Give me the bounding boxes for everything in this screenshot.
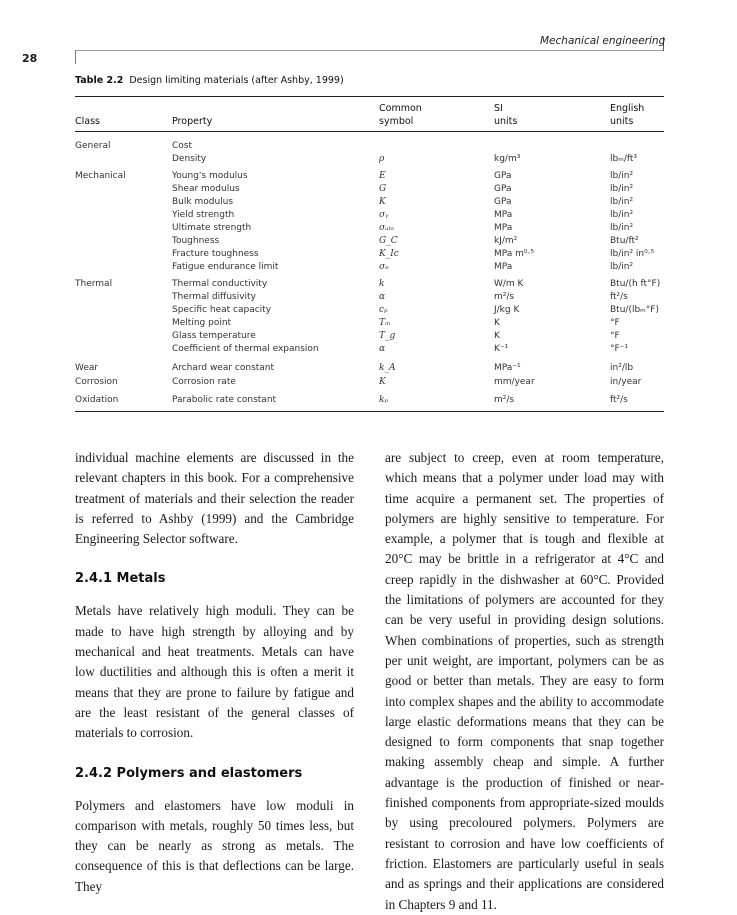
cell-property: Specific heat capacity [172, 305, 272, 315]
cell-english: °F⁻¹ [610, 344, 629, 354]
table-row [0, 170, 737, 183]
running-header-title: Mechanical engineering [540, 35, 666, 47]
header-rule [75, 50, 664, 51]
table-row [0, 261, 737, 274]
cell-si: J/kg K [494, 305, 520, 315]
table-top-rule [75, 96, 664, 97]
header-english-units [610, 102, 644, 128]
cell-si: GPa [494, 197, 512, 207]
cell-symbol: Tₘ [379, 318, 391, 328]
cell-si: MPa [494, 223, 513, 233]
cell-si: W/m K [494, 279, 524, 289]
cell-property: Melting point [172, 318, 232, 328]
section-heading-polymers: 2.4.2 Polymers and elastomers [75, 765, 303, 781]
cell-si: GPa [494, 184, 512, 194]
cell-english: lb/in² [610, 184, 634, 194]
section-heading-metals: 2.4.1 Metals [75, 571, 166, 587]
table-caption [75, 75, 344, 86]
table-bottom-rule [75, 411, 664, 412]
cell-symbol: α [379, 292, 386, 302]
cell-si: MPa m⁰·⁵ [494, 249, 535, 259]
cell-class: Mechanical [75, 171, 126, 181]
table-row [0, 291, 737, 304]
header-si-line1: SI [494, 103, 503, 114]
cell-symbol: σᵤₜₛ [379, 223, 394, 233]
cell-symbol: σₑ [379, 262, 389, 272]
cell-english: lb/in² [610, 223, 634, 233]
cell-symbol: K_Ic [379, 249, 399, 259]
cell-property: Cost [172, 141, 193, 151]
header-rule-left-tick [75, 50, 76, 64]
cell-si: m²/s [494, 395, 515, 405]
cell-symbol: E [379, 171, 386, 181]
cell-symbol: T_g [379, 331, 396, 341]
polymers-paragraph-continued: are subject to creep, even at room temperature, which means that a polymer under load may with time acquire a permanent set. The properties of polymers are highly sensitive to temperature. For example, a polymer that is tough and flexible at 20°C may be brittle in a refrigerator at 4°C and creep rapidly in the dishwasher at 60°C. Provided the limitations of polymers are accounted for they can be very useful in providing design solutions. When combinations of properties, such as strength per unit weight, are important, polymers can be as good or better than metals. They are easy to form into complex shapes and the ability to accommodate large elastic deformations means that they can be designed to form components that snap together making assembly cheap and simple. A further advantage is the production of finished or near-finished components from appropriate-sized moulds by using precoloured polymers. Polymers are resistant to corrosion and have low coefficients of friction. Elastomers are particularly useful in seals and as springs and their applications are considered in Chapters 9 and 11. [385, 450, 664, 912]
header-class: Class [75, 116, 100, 127]
cell-symbol: k [379, 279, 385, 289]
table-label: Table 2.2 [75, 75, 124, 86]
cell-english: Btu/(lbₘ°F) [610, 305, 659, 315]
table-row [0, 153, 737, 166]
header-symbol [379, 102, 422, 128]
table-row [0, 317, 737, 330]
cell-english: lb/in² [610, 262, 634, 272]
cell-property: Parabolic rate constant [172, 395, 277, 405]
cell-property: Corrosion rate [172, 377, 236, 387]
table-row [0, 248, 737, 261]
cell-symbol: ρ [379, 154, 385, 164]
cell-english: Btu/(h ft°F) [610, 279, 661, 289]
cell-english: °F [610, 318, 620, 328]
header-symbol-line2: symbol [379, 116, 414, 127]
cell-si: kJ/m² [494, 236, 518, 246]
cell-si: K⁻¹ [494, 344, 509, 354]
left-column [75, 448, 354, 897]
cell-si: MPa [494, 210, 513, 220]
cell-si: mm/year [494, 377, 535, 387]
cell-property: Toughness [172, 236, 220, 246]
cell-property: Coefficient of thermal expansion [172, 344, 319, 354]
cell-property: Young's modulus [172, 171, 248, 181]
cell-property: Thermal diffusivity [172, 292, 256, 302]
header-si-line2: units [494, 116, 518, 127]
table-row [0, 394, 737, 407]
cell-property: Yield strength [172, 210, 235, 220]
table-row [0, 376, 737, 389]
cell-property: Thermal conductivity [172, 279, 268, 289]
cell-property: Fatigue endurance limit [172, 262, 279, 272]
cell-english: ft²/s [610, 395, 628, 405]
cell-class: Corrosion [75, 377, 118, 387]
table-header-rule [75, 131, 664, 132]
cell-symbol: kₚ [379, 395, 389, 405]
right-column [385, 448, 664, 915]
cell-english: lb/in² [610, 197, 634, 207]
polymers-paragraph: Polymers and elastomers have low moduli in comparison with metals, roughly 50 times less, but they can be nearly as strong as metals. The consequence of this is that deflections can be large. They [75, 797, 354, 894]
cell-property: Fracture toughness [172, 249, 259, 259]
table-row [0, 235, 737, 248]
cell-english: lb/in² in⁰·⁵ [610, 249, 655, 259]
table-row [0, 183, 737, 196]
cell-symbol: G [379, 184, 387, 194]
cell-property: Ultimate strength [172, 223, 252, 233]
cell-si: kg/m³ [494, 154, 521, 164]
header-english-line2: units [610, 116, 634, 127]
cell-property: Bulk modulus [172, 197, 234, 207]
header-symbol-line1: Common [379, 103, 422, 114]
cell-english: lb/in² [610, 171, 634, 181]
cell-english: °F [610, 331, 620, 341]
cell-symbol: cₚ [379, 305, 388, 315]
cell-class: Wear [75, 363, 99, 373]
cell-property: Glass temperature [172, 331, 256, 341]
table-row [0, 343, 737, 356]
cell-si: MPa⁻¹ [494, 363, 521, 373]
table-row [0, 196, 737, 209]
cell-symbol: K [379, 377, 386, 387]
cell-si: GPa [494, 171, 512, 181]
header-english-line1: English [610, 103, 645, 114]
cell-si: m²/s [494, 292, 515, 302]
cell-symbol: K [379, 197, 386, 207]
table-row [0, 222, 737, 235]
cell-property: Archard wear constant [172, 363, 275, 373]
cell-si: MPa [494, 262, 513, 272]
metals-paragraph: Metals have relatively high moduli. They can be made to have high strength by alloying and by mechanical and heat treatments. Metals can have low ductilities and although this is often a merit it means that they are prone to failure by fatigue and are the least resistant of the general classes of materials to corrosion. [75, 603, 354, 741]
cell-property: Shear modulus [172, 184, 240, 194]
page-number: 28 [22, 52, 38, 65]
cell-symbol: G_C [379, 236, 398, 246]
cell-class: General [75, 141, 111, 151]
cell-symbol: σᵧ [379, 210, 389, 220]
cell-english: in/year [610, 377, 642, 387]
table-row [0, 140, 737, 153]
cell-si: K [494, 318, 500, 328]
cell-si: K [494, 331, 500, 341]
table-row [0, 209, 737, 222]
cell-english: ft²/s [610, 292, 628, 302]
table-row [0, 330, 737, 343]
table-caption-text: Design limiting materials (after Ashby, 1999) [129, 75, 344, 86]
cell-english: lbₘ/ft³ [610, 154, 637, 164]
cell-english: Btu/ft² [610, 236, 639, 246]
cell-property: Density [172, 154, 207, 164]
table-row [0, 304, 737, 317]
table-row [0, 278, 737, 291]
cell-english: in²/lb [610, 363, 634, 373]
cell-class: Thermal [75, 279, 113, 289]
intro-paragraph: individual machine elements are discussed in the relevant chapters in this book. For a comprehensive treatment of materials and their selection the reader is referred to Ashby (1999) and the Cambridge Engineering Selector software. [75, 450, 354, 547]
cell-symbol: α [379, 344, 386, 354]
cell-class: Oxidation [75, 395, 119, 405]
cell-english: lb/in² [610, 210, 634, 220]
header-property: Property [172, 116, 213, 127]
header-si-units [494, 102, 517, 128]
cell-symbol: k_A [379, 363, 396, 373]
table-row [0, 362, 737, 375]
